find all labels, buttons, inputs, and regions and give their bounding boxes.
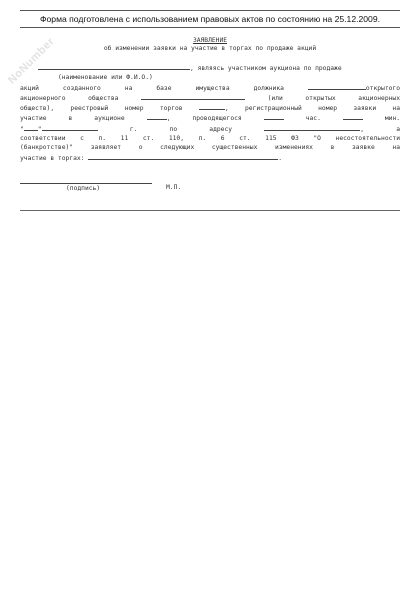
document-subtitle: об изменении заявки на участие в торгах по продаже акций — [103, 45, 317, 52]
line-5-end: , регистрационный номер заявки на — [224, 105, 401, 113]
changes-blank — [88, 153, 278, 160]
statement-paragraph — [20, 63, 400, 163]
line-6 — [20, 113, 400, 123]
line-6-mid: , проводящегося — [166, 115, 242, 123]
line-1-text: , являясь участником аукциона по продаже — [190, 65, 342, 72]
document-title: ЗАЯВЛЕНИЕ — [192, 37, 228, 44]
line-10 — [20, 153, 400, 163]
company-blank — [141, 93, 245, 100]
form-source-header: Форма подготовлена с использованием правовых актов по состоянию на 25.12.2009. — [20, 10, 400, 28]
line-7-quote-close: " — [37, 125, 42, 133]
line-8: соответствии с п. 11 ст. 110, п. 6 ст. 115 ФЗ "О несостоятельности — [20, 135, 400, 143]
bottom-divider — [20, 210, 400, 211]
signature-block — [20, 179, 400, 193]
line-4-end: (или открытых акционерных — [267, 94, 400, 102]
line-7 — [20, 124, 400, 134]
day-blank — [24, 124, 38, 131]
line-6-text: участие в аукционе — [20, 115, 125, 123]
line-7-quote-open: " — [20, 125, 24, 133]
address-blank — [264, 124, 360, 131]
name-blank — [38, 63, 190, 70]
line-4-text: акционерного общества — [20, 94, 119, 102]
debtor-blank — [308, 83, 366, 90]
line-7-end: , а — [360, 125, 401, 133]
signature-label: (подпись) — [66, 185, 101, 192]
line-3-end: открытого — [365, 84, 400, 92]
stamp-place-label: М.П. — [166, 184, 182, 191]
registry-number-blank — [199, 103, 225, 110]
line-5-text: обществ), реестровый номер торгов — [20, 105, 183, 113]
line-2 — [20, 73, 400, 82]
line-1 — [20, 63, 400, 73]
month-year-blank — [42, 124, 98, 131]
line-10-text: участие в торгах: — [20, 154, 85, 162]
signature-line — [20, 183, 152, 184]
name-hint: (наименование или Ф.И.О.) — [58, 74, 153, 82]
line-4 — [20, 93, 400, 103]
line-5 — [20, 103, 400, 113]
minute-blank — [343, 113, 363, 120]
line-3-text: акций созданного на базе имущества должника — [20, 84, 284, 92]
line-10-end: . — [278, 154, 283, 162]
hour-blank — [264, 113, 284, 120]
line-9: (банкротстве)" заявляет о следующих существенных изменениях в заявке на — [20, 144, 400, 152]
line-7-text: г. по адресу — [129, 125, 233, 133]
line-6-hour: час. — [305, 115, 321, 123]
line-6-min: мин. — [384, 115, 401, 123]
document-body — [20, 34, 400, 163]
line-3 — [20, 83, 400, 93]
application-number-blank — [147, 113, 167, 120]
watermark: NoNumber — [6, 35, 58, 87]
